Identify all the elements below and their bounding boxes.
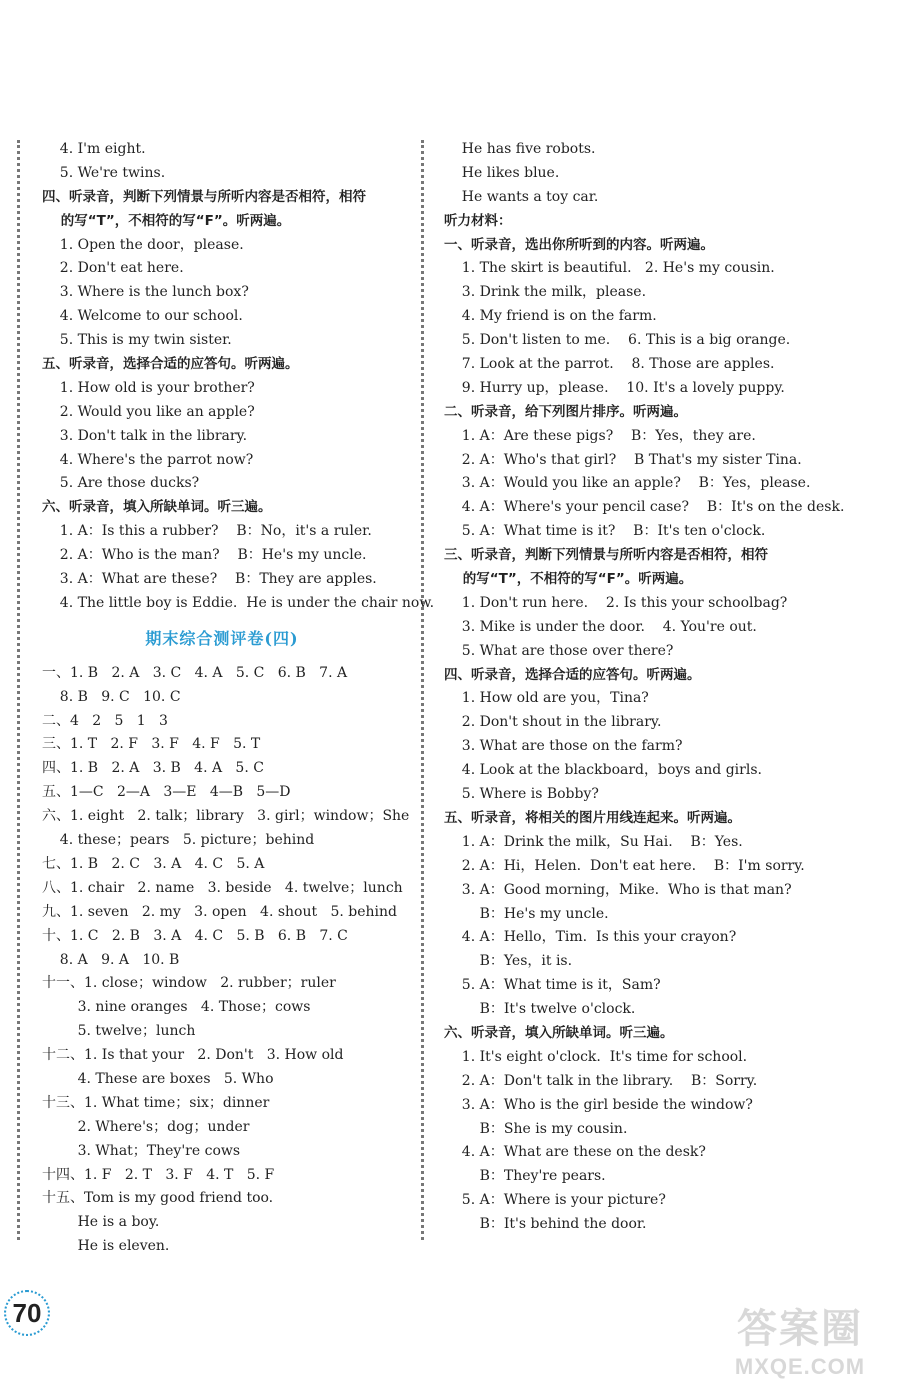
text-line: 4. A：Hello，Tim. Is this your crayon? [444,929,737,946]
text-line: B：Yes，it is. [444,953,573,970]
text-line: 一、1. B 2. A 3. C 4. A 5. C 6. B 7. A [42,664,348,681]
text-line: 5. Don't listen to me. 6. This is a big orange. [444,332,791,349]
text-line: B：He's my uncle. [444,905,609,922]
text-line: B：They're pears. [444,1168,606,1185]
text-line: 三、1. T 2. F 3. F 4. F 5. T [42,736,261,753]
section-title: 一、听录音，选出你所听到的内容。听两遍。 [444,236,714,253]
text-line: 4. Look at the blackboard，boys and girls. [444,762,762,779]
section-title: 的写“T”，不相符的写“F”。听两遍。 [444,571,693,588]
section-title: 三、听录音，判断下列情景与所听内容是否相符，相符 [444,547,768,564]
text-line: 9. Hurry up，please. 10. It's a lovely puppy. [444,379,785,396]
text-line: 4. My friend is on the farm. [444,308,657,325]
text-line: 4. A：What are these on the desk? [444,1144,706,1161]
text-line: 1. A：Drink the milk，Su Hai. B：Yes. [444,833,743,850]
text-line: 7. Look at the parrot. 8. Those are apples. [444,356,775,373]
text-line: 十、1. C 2. B 3. A 4. C 5. B 6. B 7. C [42,927,348,944]
text-line: 8. A 9. A 10. B [42,951,180,968]
text-line: 2. A：Who's that girl? B That's my sister Tina. [444,451,802,468]
section-title: 四、听录音，判断下列情景与所听内容是否相符，相符 [42,188,366,205]
text-line: 5. A：What time is it? B：It's ten o'clock. [444,523,766,540]
section-title: 的写“T”，不相符的写“F”。听两遍。 [42,212,291,229]
text-line: 十五、Tom is my good friend too. [42,1190,274,1207]
text-line: 1. Open the door，please. [42,236,244,253]
text-line: He has five robots. [444,141,596,157]
text-line: 1. How old are you，Tina? [444,690,649,707]
text-line: 1. A：Are these pigs? B：Yes，they are. [444,427,756,444]
section-title: 二、听录音，给下列图片排序。听两遍。 [444,403,687,420]
watermark-url: MXQE.COM [734,1354,866,1379]
text-line: 2. Would you like an apple? [42,403,255,420]
text-line: B：It's behind the door. [444,1216,647,1233]
text-line: 3. Don't talk in the library. [42,427,248,444]
text-line: 5. Are those ducks? [42,475,200,492]
left-margin-dots [17,140,20,1240]
text-line: 3. A：Good morning，Mike. Who is that man? [444,881,792,898]
text-line: 九、1. seven 2. my 3. open 4. shout 5. behind [42,903,397,920]
text-line: 3. A：Would you like an apple? B：Yes，please. [444,475,811,492]
text-line: He likes blue. [444,164,560,181]
text-line: 5. A：What time is it，Sam? [444,977,661,994]
text-line: 二、4 2 5 1 3 [42,712,168,729]
text-line: 3. What；They're cows [42,1142,241,1159]
page-number: 70 [4,1290,50,1336]
answer-key-section [42,662,410,1259]
watermark [710,1304,890,1384]
text-line: 十一、1. close；window 2. rubber；ruler [42,975,336,992]
text-line: 十三、1. What time；six；dinner [42,1094,270,1111]
section-title: 五、听录音，选择合适的应答句。听两遍。 [42,356,299,373]
section-title: 六、听录音，填入所缺单词。听三遍。 [42,499,272,516]
text-line: 3. nine oranges 4. Those；cows [42,999,311,1016]
text-line: 七、1. B 2. C 3. A 4. C 5. A [42,855,265,872]
text-line: 1. A：Is this a rubber? B：No，it's a ruler. [42,523,372,540]
left-column [42,138,435,1259]
text-line: 4. The little boy is Eddie. He is under the chair now. [42,594,435,611]
text-line: B：It's twelve o'clock. [444,1001,636,1018]
text-line: 4. These are boxes 5. Who [42,1070,274,1087]
text-line: 4. A：Where's your pencil case? B：It's on the desk. [444,499,845,516]
text-line: 5. A：Where is your picture? [444,1192,666,1209]
text-line: 5. Where is Bobby? [444,786,599,803]
text-line: 十二、1. Is that your 2. Don't 3. How old [42,1047,344,1064]
text-line: 2. A：Who is the man? B：He's my uncle. [42,547,367,564]
text-line: 3. A：What are these? B：They are apples. [42,571,377,588]
text-line: 六、1. eight 2. talk；library 3. girl；window；She [42,808,410,825]
text-line: 2. Where's；dog；under [42,1118,250,1135]
text-line: 3. What are those on the farm? [444,738,683,755]
section-title: 六、听录音，填入所缺单词。听三遍。 [444,1024,674,1041]
text-line: 十四、1. F 2. T 3. F 4. T 5. F [42,1166,275,1183]
text-line: 1. It's eight o'clock. It's time for school. [444,1048,748,1065]
right-column [444,138,864,1237]
text-line: 1. Don't run here. 2. Is this your schoolbag? [444,594,788,611]
text-line: 5. What are those over there? [444,642,674,659]
left-before-section [42,138,435,616]
text-line: 2. A：Don't talk in the library. B：Sorry. [444,1072,758,1089]
text-line: 五、1—C 2—A 3—E 4—B 5—D [42,784,291,801]
watermark-logo: 答案圈 [737,1306,863,1352]
text-line: 八、1. chair 2. name 3. beside 4. twelve；lunch [42,879,403,896]
text-line: 3. A：Who is the girl beside the window? [444,1096,753,1113]
text-line: 5. This is my twin sister. [42,332,232,349]
text-line: 四、1. B 2. A 3. B 4. A 5. C [42,760,264,777]
text-line: 3. Mike is under the door. 4. You're out. [444,618,757,635]
center-divider-dots [421,140,424,1240]
text-line: B：She is my cousin. [444,1120,628,1137]
text-line: 2. Don't shout in the library. [444,714,662,731]
exam-heading: 期末综合测评卷(四) [145,628,299,648]
section-title: 听力材料： [444,212,512,229]
text-line: 4. these；pears 5. picture；behind [42,832,315,849]
text-line: 5. We're twins. [42,164,166,181]
section-title: 五、听录音，将相关的图片用线连起来。听两遍。 [444,809,741,826]
text-line: 3. Where is the lunch box? [42,284,249,301]
text-line: He wants a toy car. [444,188,599,205]
text-line: 2. Don't eat here. [42,260,184,277]
text-line: 8. B 9. C 10. C [42,688,181,705]
text-line: 4. Where's the parrot now? [42,451,254,468]
text-line: 4. Welcome to our school. [42,308,243,325]
section-title: 四、听录音，选择合适的应答句。听两遍。 [444,666,701,683]
text-line: He is a boy. [42,1214,160,1231]
text-line: 1. How old is your brother? [42,379,255,396]
text-line: He is eleven. [42,1238,170,1255]
text-line: 3. Drink the milk，please. [444,284,647,301]
text-line: 4. I'm eight. [42,141,146,157]
text-line: 1. The skirt is beautiful. 2. He's my cousin. [444,260,775,277]
text-line: 5. twelve；lunch [42,1023,196,1040]
text-line: 2. A：Hi，Helen. Don't eat here. B：I'm sorry. [444,857,805,874]
listening-materials-section [444,138,864,1237]
